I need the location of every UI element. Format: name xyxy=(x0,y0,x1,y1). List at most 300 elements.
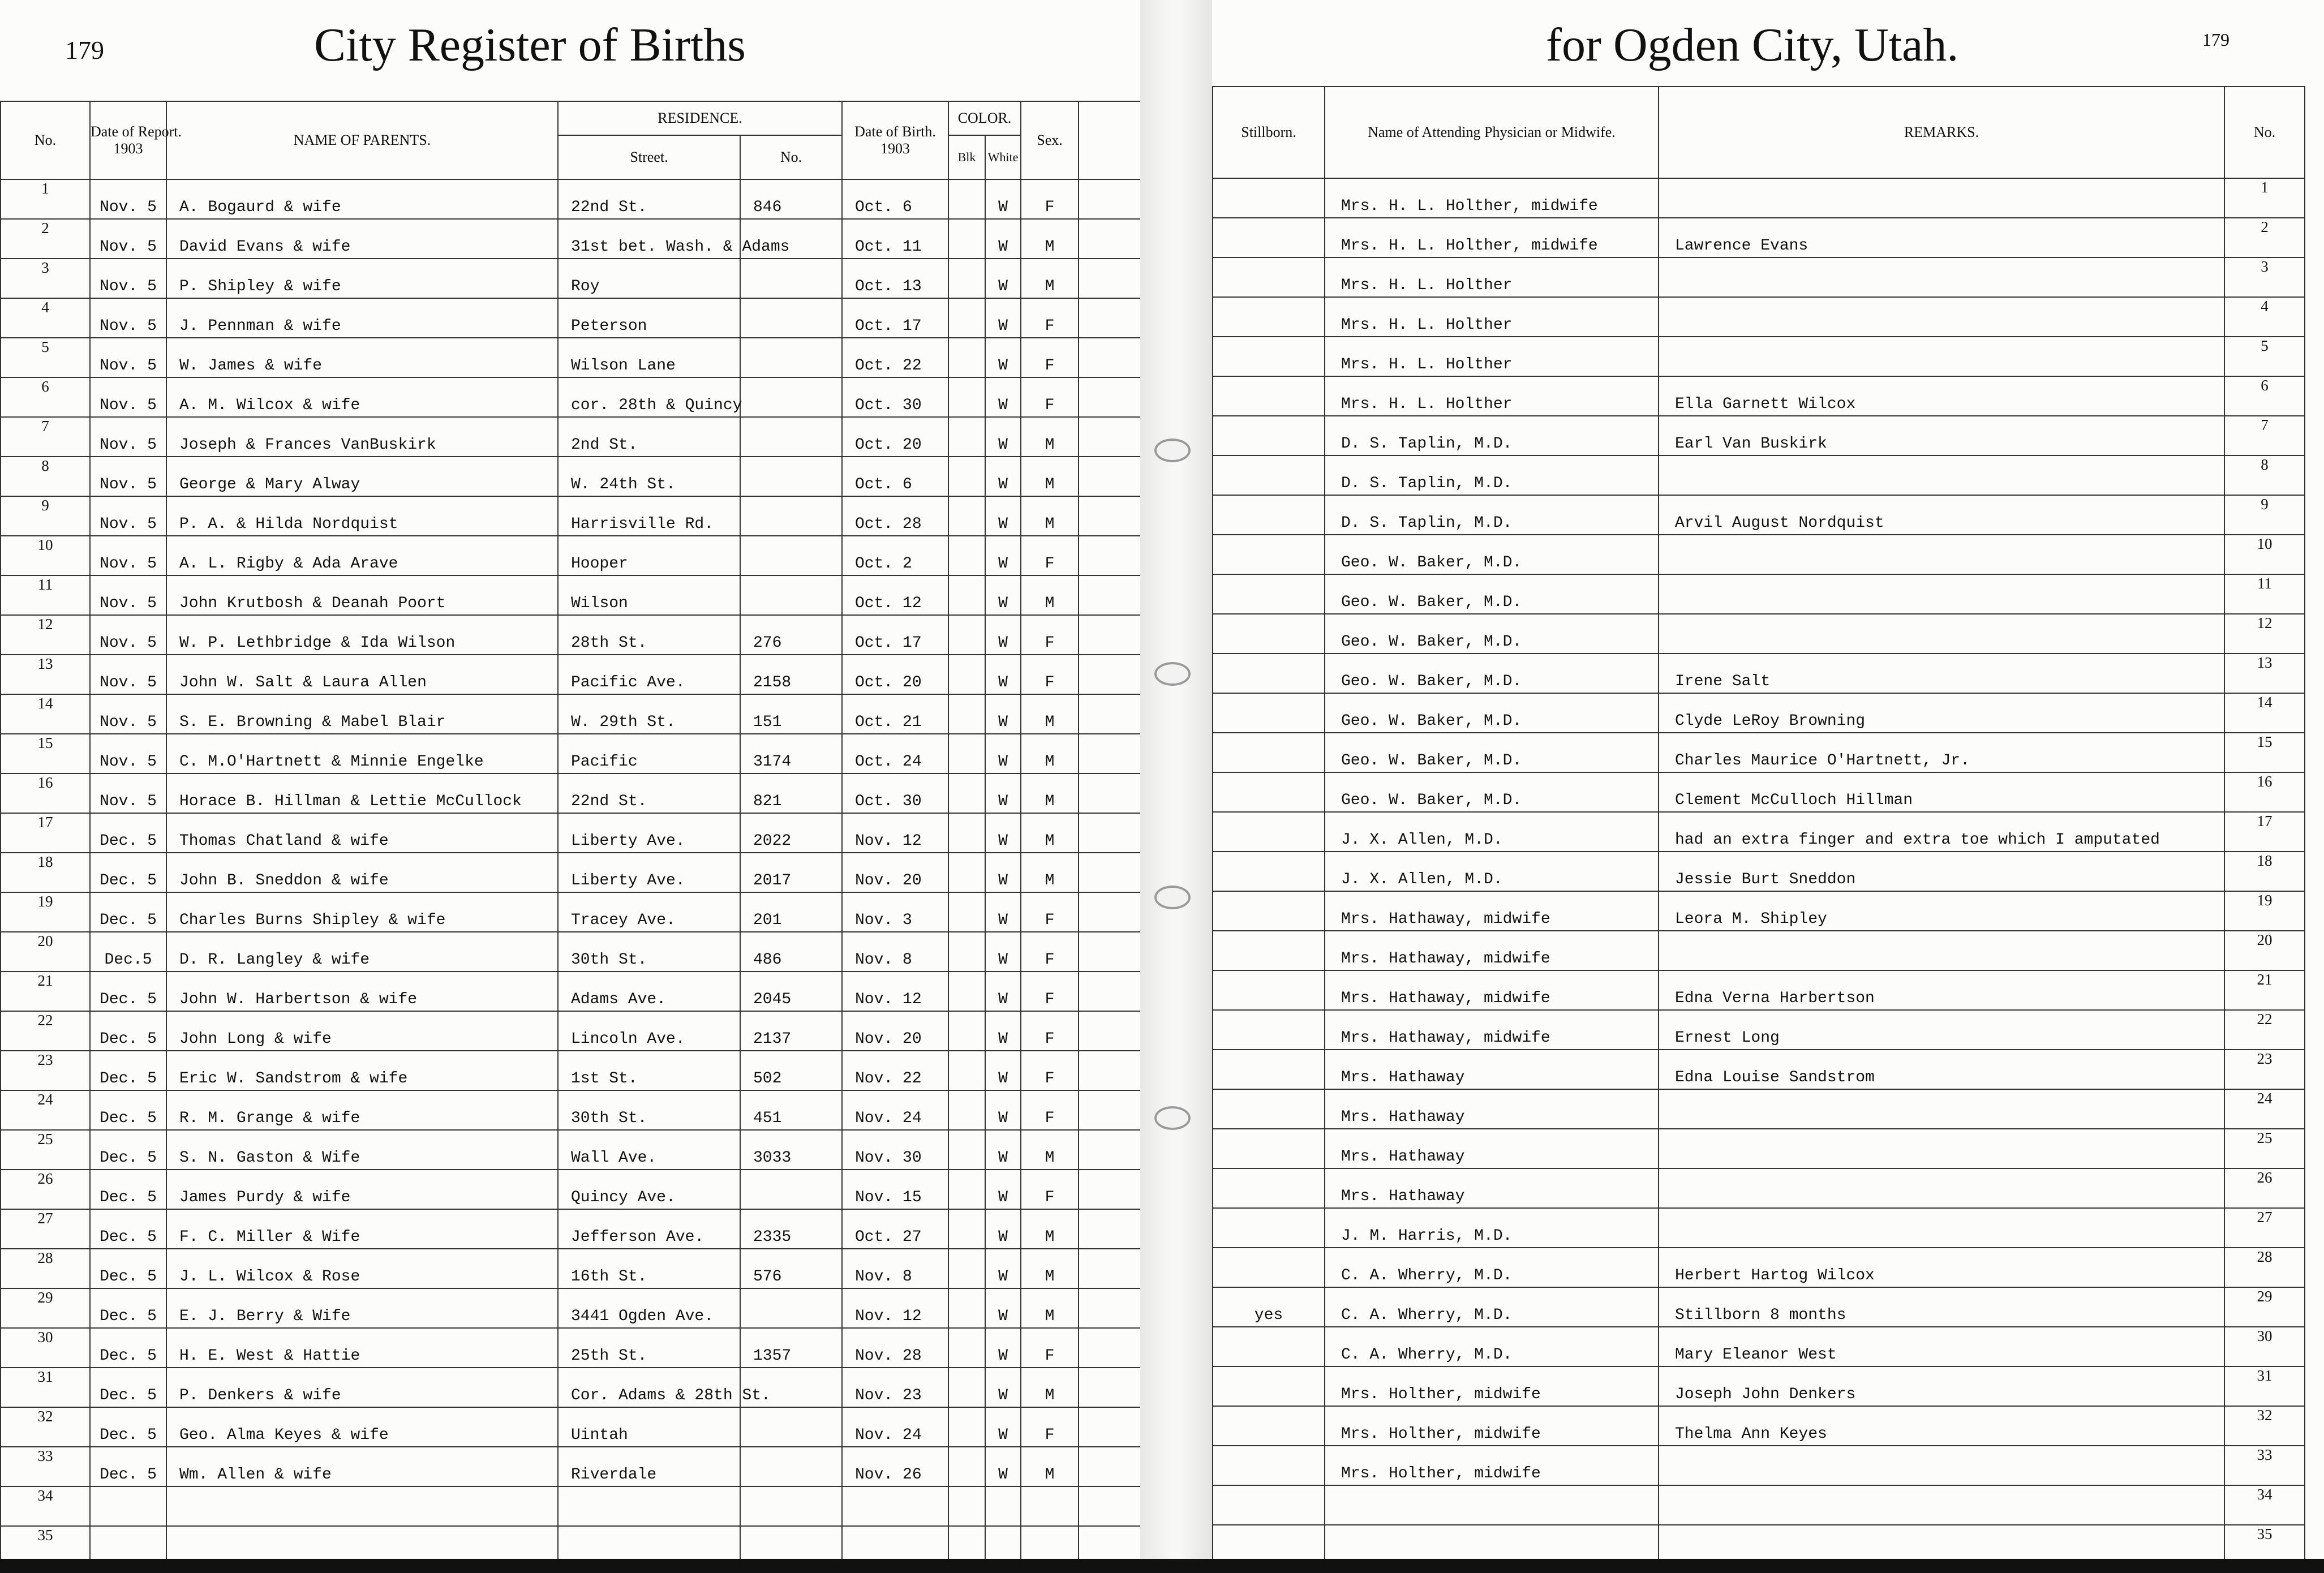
physician-cell: C. A. Wherry, M.D. xyxy=(1325,1287,1659,1327)
table-row xyxy=(1,1447,1141,1486)
color-blk-cell xyxy=(948,1130,985,1170)
parents-name-cell: P. Denkers & wife xyxy=(166,1368,558,1407)
date-of-report-cell: Dec. 5 xyxy=(90,1407,166,1447)
row-number: 31 xyxy=(1,1368,90,1407)
blank-cell xyxy=(1079,536,1141,575)
blank-cell xyxy=(1079,338,1141,377)
date-of-birth-cell: Nov. 12 xyxy=(842,972,948,1011)
row-number-right: 34 xyxy=(2224,1485,2305,1525)
col-header-no: No. xyxy=(1,101,90,179)
blank-cell xyxy=(1079,694,1141,734)
color-blk-cell xyxy=(948,457,985,496)
residence-number-cell xyxy=(740,1170,842,1209)
residence-number-cell xyxy=(740,377,842,417)
book-gutter xyxy=(1140,0,1212,1573)
street-cell: Harrisville Rd. xyxy=(558,496,740,536)
register-table-right xyxy=(1212,86,2305,1565)
table-row xyxy=(1,1209,1141,1249)
table-row xyxy=(1,1051,1141,1090)
date-of-report-cell: Nov. 5 xyxy=(90,298,166,338)
sex-cell: F xyxy=(1021,892,1079,932)
physician-cell: Mrs. Hathaway xyxy=(1325,1050,1659,1089)
date-of-birth-cell: Nov. 15 xyxy=(842,1170,948,1209)
color-blk-cell xyxy=(948,417,985,457)
row-number-right: 16 xyxy=(2224,772,2305,812)
color-blk-cell xyxy=(948,1011,985,1051)
blank-cell xyxy=(1079,1486,1141,1526)
color-white-cell: W xyxy=(985,417,1021,457)
remarks-cell xyxy=(1659,1129,2224,1168)
table-row xyxy=(1,1486,1141,1526)
residence-number-cell xyxy=(740,575,842,615)
color-white-cell: W xyxy=(985,813,1021,853)
blank-cell xyxy=(1079,1288,1141,1328)
date-of-report-cell xyxy=(90,1486,166,1526)
remarks-cell: Jessie Burt Sneddon xyxy=(1659,852,2224,891)
remarks-cell xyxy=(1659,614,2224,654)
color-blk-cell xyxy=(948,1209,985,1249)
color-white-cell: W xyxy=(985,536,1021,575)
physician-cell: Mrs. Hathaway xyxy=(1325,1089,1659,1129)
remarks-cell: Edna Verna Harbertson xyxy=(1659,970,2224,1010)
color-white-cell: W xyxy=(985,1368,1021,1407)
stillborn-cell xyxy=(1213,257,1325,297)
row-number-right: 18 xyxy=(2224,852,2305,891)
stillborn-cell xyxy=(1213,1010,1325,1050)
color-white-cell: W xyxy=(985,1051,1021,1090)
row-number: 7 xyxy=(1,417,90,457)
color-white-cell: W xyxy=(985,734,1021,773)
row-number: 1 xyxy=(1,179,90,219)
binder-ring xyxy=(1154,886,1191,909)
row-number: 3 xyxy=(1,259,90,298)
parents-name-cell: Joseph & Frances VanBuskirk xyxy=(166,417,558,457)
color-white-cell: W xyxy=(985,932,1021,972)
date-of-birth-cell: Nov. 8 xyxy=(842,932,948,972)
table-row xyxy=(1,457,1141,496)
blank-cell xyxy=(1079,773,1141,813)
blank-cell xyxy=(1079,655,1141,694)
col-header-stillborn: Stillborn. xyxy=(1213,87,1325,178)
street-cell: Peterson xyxy=(558,298,740,338)
date-of-report-cell: Nov. 5 xyxy=(90,338,166,377)
blank-cell xyxy=(1079,575,1141,615)
row-number: 30 xyxy=(1,1328,90,1368)
remarks-cell xyxy=(1659,574,2224,614)
physician-cell: Geo. W. Baker, M.D. xyxy=(1325,535,1659,574)
parents-name-cell: John Krutbosh & Deanah Poort xyxy=(166,575,558,615)
date-of-birth-cell: Oct. 20 xyxy=(842,417,948,457)
remarks-cell xyxy=(1659,455,2224,495)
table-row xyxy=(1213,1089,2305,1129)
table-row xyxy=(1,972,1141,1011)
color-blk-cell xyxy=(948,219,985,259)
col-header-street: Street. xyxy=(558,135,740,179)
table-row xyxy=(1,694,1141,734)
row-number-right: 31 xyxy=(2224,1366,2305,1406)
color-white-cell: W xyxy=(985,1447,1021,1486)
row-number: 8 xyxy=(1,457,90,496)
physician-cell: C. A. Wherry, M.D. xyxy=(1325,1327,1659,1366)
street-cell: W. 24th St. xyxy=(558,457,740,496)
color-blk-cell xyxy=(948,338,985,377)
physician-cell xyxy=(1325,1485,1659,1525)
row-number: 24 xyxy=(1,1090,90,1130)
color-blk-cell xyxy=(948,655,985,694)
sex-cell: M xyxy=(1021,457,1079,496)
sex-cell: F xyxy=(1021,932,1079,972)
residence-number-cell: 2335 xyxy=(740,1209,842,1249)
row-number-right: 11 xyxy=(2224,574,2305,614)
date-of-birth-cell: Oct. 30 xyxy=(842,773,948,813)
physician-cell: Mrs. Hathaway, midwife xyxy=(1325,1010,1659,1050)
parents-name-cell: F. C. Miller & Wife xyxy=(166,1209,558,1249)
stillborn-cell xyxy=(1213,931,1325,970)
color-white-cell: W xyxy=(985,259,1021,298)
residence-number-cell: 201 xyxy=(740,892,842,932)
date-of-report-cell: Nov. 5 xyxy=(90,655,166,694)
residence-number-cell: 2158 xyxy=(740,655,842,694)
remarks-cell: Irene Salt xyxy=(1659,654,2224,693)
residence-number-cell xyxy=(740,536,842,575)
stillborn-cell xyxy=(1213,1485,1325,1525)
table-row xyxy=(1,179,1141,219)
color-blk-cell xyxy=(948,1090,985,1130)
date-of-birth-cell: Nov. 20 xyxy=(842,1011,948,1051)
color-white-cell: W xyxy=(985,1170,1021,1209)
sex-cell: F xyxy=(1021,338,1079,377)
color-blk-cell xyxy=(948,615,985,655)
residence-number-cell xyxy=(740,457,842,496)
stillborn-cell xyxy=(1213,891,1325,931)
sex-cell: M xyxy=(1021,575,1079,615)
parents-name-cell: W. James & wife xyxy=(166,338,558,377)
stillborn-cell xyxy=(1213,1366,1325,1406)
residence-number-cell: 276 xyxy=(740,615,842,655)
table-row xyxy=(1213,931,2305,970)
color-blk-cell xyxy=(948,377,985,417)
color-blk-cell xyxy=(948,259,985,298)
row-number-right: 6 xyxy=(2224,376,2305,416)
row-number: 6 xyxy=(1,377,90,417)
street-cell: Uintah xyxy=(558,1407,740,1447)
table-row xyxy=(1,932,1141,972)
remarks-cell xyxy=(1659,178,2224,218)
date-of-birth-cell: Oct. 22 xyxy=(842,338,948,377)
table-row xyxy=(1213,535,2305,574)
remarks-cell: had an extra finger and extra toe which I amputated xyxy=(1659,812,2224,852)
physician-cell: D. S. Taplin, M.D. xyxy=(1325,455,1659,495)
row-number: 33 xyxy=(1,1447,90,1486)
table-row xyxy=(1,1288,1141,1328)
street-cell: Lincoln Ave. xyxy=(558,1011,740,1051)
date-of-birth-cell: Oct. 6 xyxy=(842,457,948,496)
table-row xyxy=(1213,1446,2305,1485)
street-cell: Quincy Ave. xyxy=(558,1170,740,1209)
row-number-right: 35 xyxy=(2224,1525,2305,1565)
sex-cell: M xyxy=(1021,1447,1079,1486)
street-cell: Roy xyxy=(558,259,740,298)
table-row xyxy=(1213,852,2305,891)
parents-name-cell: John Long & wife xyxy=(166,1011,558,1051)
blank-cell xyxy=(1079,1170,1141,1209)
date-of-birth-cell: Nov. 22 xyxy=(842,1051,948,1090)
physician-cell: Mrs. Hathaway, midwife xyxy=(1325,891,1659,931)
parents-name-cell: H. E. West & Hattie xyxy=(166,1328,558,1368)
physician-cell: D. S. Taplin, M.D. xyxy=(1325,495,1659,535)
date-of-report-cell: Nov. 5 xyxy=(90,575,166,615)
physician-cell: Mrs. H. L. Holther xyxy=(1325,257,1659,297)
color-white-cell: W xyxy=(985,1249,1021,1288)
color-white-cell: W xyxy=(985,615,1021,655)
sex-cell: M xyxy=(1021,1130,1079,1170)
physician-cell: Mrs. Hathaway, midwife xyxy=(1325,970,1659,1010)
sex-cell: F xyxy=(1021,1407,1079,1447)
sex-cell: F xyxy=(1021,377,1079,417)
remarks-cell: Joseph John Denkers xyxy=(1659,1366,2224,1406)
table-row xyxy=(1,417,1141,457)
color-blk-cell xyxy=(948,1249,985,1288)
date-of-birth-cell: Oct. 28 xyxy=(842,496,948,536)
row-number: 34 xyxy=(1,1486,90,1526)
stillborn-cell xyxy=(1213,1089,1325,1129)
date-of-birth-cell: Nov. 3 xyxy=(842,892,948,932)
street-cell: Riverdale xyxy=(558,1447,740,1486)
date-of-report-cell: Nov. 5 xyxy=(90,694,166,734)
row-number-right: 25 xyxy=(2224,1129,2305,1168)
row-number: 19 xyxy=(1,892,90,932)
color-blk-cell xyxy=(948,1368,985,1407)
color-blk-cell xyxy=(948,734,985,773)
color-blk-cell xyxy=(948,1447,985,1486)
date-of-report-cell: Nov. 5 xyxy=(90,734,166,773)
remarks-cell: Edna Louise Sandstrom xyxy=(1659,1050,2224,1089)
remarks-cell: Charles Maurice O'Hartnett, Jr. xyxy=(1659,733,2224,772)
parents-name-cell: Geo. Alma Keyes & wife xyxy=(166,1407,558,1447)
date-of-birth-cell: Nov. 28 xyxy=(842,1328,948,1368)
report-year: 1903 xyxy=(113,140,143,157)
color-white-cell: W xyxy=(985,1090,1021,1130)
color-white-cell: W xyxy=(985,972,1021,1011)
row-number: 22 xyxy=(1,1011,90,1051)
residence-number-cell: 821 xyxy=(740,773,842,813)
street-cell: 22nd St. xyxy=(558,179,740,219)
blank-cell xyxy=(1079,615,1141,655)
row-number: 18 xyxy=(1,853,90,892)
table-row xyxy=(1213,337,2305,376)
row-number: 10 xyxy=(1,536,90,575)
street-cell: 28th St. xyxy=(558,615,740,655)
physician-cell: Mrs. H. L. Holther xyxy=(1325,337,1659,376)
stillborn-cell xyxy=(1213,1406,1325,1446)
date-of-report-cell: Dec. 5 xyxy=(90,1130,166,1170)
sex-cell: F xyxy=(1021,655,1079,694)
sex-cell: M xyxy=(1021,813,1079,853)
color-blk-cell xyxy=(948,1051,985,1090)
date-of-birth-cell: Nov. 12 xyxy=(842,813,948,853)
register-title-left: City Register of Births xyxy=(314,19,746,71)
row-number: 25 xyxy=(1,1130,90,1170)
sex-cell: F xyxy=(1021,536,1079,575)
street-cell: 30th St. xyxy=(558,932,740,972)
parents-name-cell: C. M.O'Hartnett & Minnie Engelke xyxy=(166,734,558,773)
row-number: 13 xyxy=(1,655,90,694)
table-row xyxy=(1,1170,1141,1209)
color-white-cell: W xyxy=(985,1011,1021,1051)
physician-cell: D. S. Taplin, M.D. xyxy=(1325,416,1659,455)
remarks-cell xyxy=(1659,535,2224,574)
color-blk-cell xyxy=(948,1170,985,1209)
stillborn-cell xyxy=(1213,970,1325,1010)
street-cell: 30th St. xyxy=(558,1090,740,1130)
street-cell: Liberty Ave. xyxy=(558,853,740,892)
row-number-right: 3 xyxy=(2224,257,2305,297)
remarks-cell: Arvil August Nordquist xyxy=(1659,495,2224,535)
physician-cell: Mrs. Hathaway xyxy=(1325,1129,1659,1168)
date-of-report-cell: Dec. 5 xyxy=(90,813,166,853)
color-white-cell: W xyxy=(985,773,1021,813)
parents-name-cell: P. A. & Hilda Nordquist xyxy=(166,496,558,536)
table-row xyxy=(1,734,1141,773)
date-of-report-cell: Nov. 5 xyxy=(90,219,166,259)
row-number: 11 xyxy=(1,575,90,615)
color-white-cell: W xyxy=(985,338,1021,377)
physician-cell: J. X. Allen, M.D. xyxy=(1325,852,1659,891)
date-of-birth-cell: Oct. 27 xyxy=(842,1209,948,1249)
street-cell: 31st bet. Wash. & Adams xyxy=(558,219,740,259)
stillborn-cell xyxy=(1213,455,1325,495)
parents-name-cell: Wm. Allen & wife xyxy=(166,1447,558,1486)
color-blk-cell xyxy=(948,536,985,575)
street-cell: W. 29th St. xyxy=(558,694,740,734)
residence-number-cell xyxy=(740,1407,842,1447)
row-number-right: 29 xyxy=(2224,1287,2305,1327)
street-cell: Pacific xyxy=(558,734,740,773)
remarks-cell: Lawrence Evans xyxy=(1659,218,2224,257)
date-of-report-cell: Dec. 5 xyxy=(90,1090,166,1130)
stillborn-cell xyxy=(1213,416,1325,455)
residence-number-cell: 486 xyxy=(740,932,842,972)
binder-ring xyxy=(1154,1106,1191,1130)
remarks-cell: Ella Garnett Wilcox xyxy=(1659,376,2224,416)
row-number-right: 27 xyxy=(2224,1208,2305,1248)
color-white-cell: W xyxy=(985,1209,1021,1249)
table-row xyxy=(1213,1168,2305,1208)
date-of-birth-cell: Nov. 8 xyxy=(842,1249,948,1288)
row-number: 20 xyxy=(1,932,90,972)
physician-cell: Mrs. Hathaway, midwife xyxy=(1325,931,1659,970)
physician-cell: Geo. W. Baker, M.D. xyxy=(1325,733,1659,772)
stillborn-cell xyxy=(1213,654,1325,693)
date-of-report-cell: Dec. 5 xyxy=(90,1288,166,1328)
date-of-birth-cell: Oct. 17 xyxy=(842,298,948,338)
color-white-cell: W xyxy=(985,694,1021,734)
table-row xyxy=(1213,891,2305,931)
date-of-birth-cell xyxy=(842,1486,948,1526)
parents-name-cell: A. L. Rigby & Ada Arave xyxy=(166,536,558,575)
street-cell: Wall Ave. xyxy=(558,1130,740,1170)
date-of-report-cell: Nov. 5 xyxy=(90,179,166,219)
row-number: 17 xyxy=(1,813,90,853)
remarks-cell: Earl Van Buskirk xyxy=(1659,416,2224,455)
row-number-right: 7 xyxy=(2224,416,2305,455)
remarks-cell xyxy=(1659,1485,2224,1525)
row-number: 35 xyxy=(1,1526,90,1566)
parents-name-cell: A. M. Wilcox & wife xyxy=(166,377,558,417)
remarks-cell xyxy=(1659,1208,2224,1248)
remarks-cell: Clement McCulloch Hillman xyxy=(1659,772,2224,812)
remarks-cell xyxy=(1659,1089,2224,1129)
table-row xyxy=(1,813,1141,853)
color-white-cell: W xyxy=(985,457,1021,496)
table-row xyxy=(1213,178,2305,218)
date-of-report-cell: Nov. 5 xyxy=(90,773,166,813)
color-white-cell xyxy=(985,1486,1021,1526)
birth-year: 1903 xyxy=(880,140,910,157)
color-blk-cell xyxy=(948,1328,985,1368)
table-row xyxy=(1213,416,2305,455)
row-number-right: 5 xyxy=(2224,337,2305,376)
date-of-report-cell: Dec.5 xyxy=(90,932,166,972)
date-of-birth-cell: Oct. 17 xyxy=(842,615,948,655)
street-cell: Tracey Ave. xyxy=(558,892,740,932)
table-row xyxy=(1213,1208,2305,1248)
physician-cell: Mrs. H. L. Holther, midwife xyxy=(1325,178,1659,218)
physician-cell: Mrs. Holther, midwife xyxy=(1325,1446,1659,1485)
table-row xyxy=(1213,1248,2305,1287)
parents-name-cell: Eric W. Sandstrom & wife xyxy=(166,1051,558,1090)
residence-number-cell: 451 xyxy=(740,1090,842,1130)
blank-cell xyxy=(1079,1090,1141,1130)
residence-number-cell xyxy=(740,298,842,338)
blank-cell xyxy=(1079,179,1141,219)
row-number-right: 22 xyxy=(2224,1010,2305,1050)
date-of-birth-cell: Nov. 24 xyxy=(842,1090,948,1130)
color-blk-cell xyxy=(948,1288,985,1328)
col-header-parents: NAME OF PARENTS. xyxy=(166,101,558,179)
residence-number-cell xyxy=(740,1288,842,1328)
residence-number-cell xyxy=(740,259,842,298)
table-row xyxy=(1,773,1141,813)
parents-name-cell: Horace B. Hillman & Lettie McCullock xyxy=(166,773,558,813)
table-row xyxy=(1,615,1141,655)
table-row xyxy=(1,496,1141,536)
table-row xyxy=(1,1249,1141,1288)
stillborn-cell xyxy=(1213,614,1325,654)
blank-cell xyxy=(1079,1447,1141,1486)
row-number-right: 20 xyxy=(2224,931,2305,970)
color-blk-cell xyxy=(948,575,985,615)
residence-number-cell: 2137 xyxy=(740,1011,842,1051)
table-row xyxy=(1213,218,2305,257)
row-number-right: 8 xyxy=(2224,455,2305,495)
sex-cell: F xyxy=(1021,1051,1079,1090)
blank-cell xyxy=(1079,853,1141,892)
blank-cell xyxy=(1079,813,1141,853)
table-row xyxy=(1,853,1141,892)
blank-cell xyxy=(1079,734,1141,773)
col-header-residence: RESIDENCE. xyxy=(558,101,842,135)
color-white-cell: W xyxy=(985,179,1021,219)
date-of-report-cell: Nov. 5 xyxy=(90,377,166,417)
row-number: 16 xyxy=(1,773,90,813)
table-row xyxy=(1213,970,2305,1010)
color-white-cell: W xyxy=(985,1407,1021,1447)
sex-cell: M xyxy=(1021,417,1079,457)
residence-number-cell xyxy=(740,417,842,457)
table-row xyxy=(1,1368,1141,1407)
date-of-birth-cell: Oct. 6 xyxy=(842,179,948,219)
